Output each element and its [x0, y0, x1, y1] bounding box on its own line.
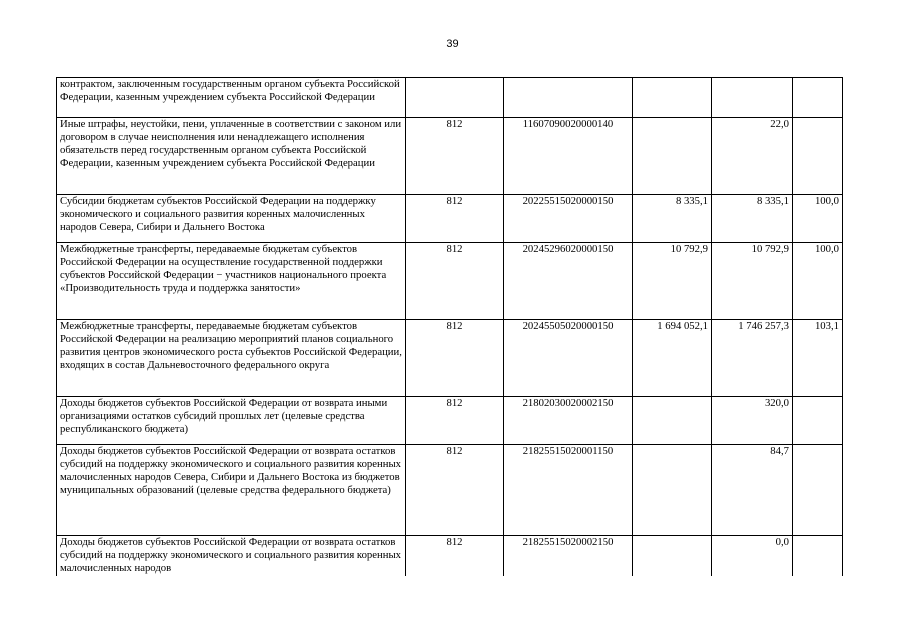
executed-amount-cell: 0,0	[712, 536, 793, 576]
executed-amount-cell: 10 792,9	[712, 243, 793, 320]
row-name-cell: Доходы бюджетов субъектов Российской Федерации от возврата остатков субсидий на поддержку экономического и социального развития коренных малочисленных народов	[57, 536, 406, 576]
row-name-cell: Субсидии бюджетам субъектов Российской Федерации на поддержку экономического и социального развития коренных малочисленных народов Севера, Сибири и Дальнего Востока	[57, 195, 406, 243]
budget-code-cell: 21825515020002150	[504, 536, 633, 576]
revenue-table-body	[57, 78, 843, 576]
table-row	[57, 243, 843, 320]
planned-amount-cell: 8 335,1	[633, 195, 712, 243]
planned-amount-cell	[633, 536, 712, 576]
admin-code-cell	[406, 78, 504, 118]
executed-amount-cell	[712, 78, 793, 118]
planned-amount-cell	[633, 445, 712, 536]
table-row	[57, 195, 843, 243]
executed-amount-cell: 84,7	[712, 445, 793, 536]
executed-amount-cell: 1 746 257,3	[712, 320, 793, 397]
budget-code-cell: 20245505020000150	[504, 320, 633, 397]
execution-percent-cell: 100,0	[793, 195, 843, 243]
execution-percent-cell	[793, 78, 843, 118]
row-name-cell: Доходы бюджетов субъектов Российской Федерации от возврата иными организациями остатков субсидий прошлых лет (целевые средства республиканского бюджета)	[57, 397, 406, 445]
execution-percent-cell	[793, 397, 843, 445]
planned-amount-cell	[633, 78, 712, 118]
row-name-cell: Межбюджетные трансферты, передаваемые бюджетам субъектов Российской Федерации на реализацию мероприятий планов социального развития центров экономического роста субъектов Российской Федерации, входящих в состав Дальневосточного федерального округа	[57, 320, 406, 397]
execution-percent-cell	[793, 536, 843, 576]
planned-amount-cell	[633, 118, 712, 195]
execution-percent-cell: 100,0	[793, 243, 843, 320]
revenue-table	[56, 77, 843, 576]
planned-amount-cell: 1 694 052,1	[633, 320, 712, 397]
admin-code-cell: 812	[406, 397, 504, 445]
admin-code-cell: 812	[406, 320, 504, 397]
executed-amount-cell: 8 335,1	[712, 195, 793, 243]
table-row	[57, 397, 843, 445]
admin-code-cell: 812	[406, 445, 504, 536]
row-name-cell: Иные штрафы, неустойки, пени, уплаченные в соответствии с законом или договором в случае неисполнения или ненадлежащего исполнения обязательств перед государственным органом субъекта Российской Федерации, казенным учреждением субъекта Российской Федерации	[57, 118, 406, 195]
table-row	[57, 445, 843, 536]
budget-code-cell: 20225515020000150	[504, 195, 633, 243]
page-number: 39	[446, 38, 459, 50]
table-row	[57, 78, 843, 118]
execution-percent-cell	[793, 445, 843, 536]
budget-code-cell: 11607090020000140	[504, 118, 633, 195]
row-name-cell: Доходы бюджетов субъектов Российской Федерации от возврата остатков субсидий на поддержку экономического и социального развития коренных малочисленных народов Севера, Сибири и Дальнего Востока из бюджетов муниципальных образований (целевые средства федерального бюджета)	[57, 445, 406, 536]
budget-code-cell	[504, 78, 633, 118]
table-row	[57, 536, 843, 576]
execution-percent-cell: 103,1	[793, 320, 843, 397]
admin-code-cell: 812	[406, 195, 504, 243]
row-name-cell: Межбюджетные трансферты, передаваемые бюджетам субъектов Российской Федерации на осуществление государственной поддержки субъектов Российской Федерации − участников национального проекта «Производительность труда и поддержка занятости»	[57, 243, 406, 320]
table-row	[57, 320, 843, 397]
execution-percent-cell	[793, 118, 843, 195]
budget-code-cell: 21802030020002150	[504, 397, 633, 445]
admin-code-cell: 812	[406, 243, 504, 320]
executed-amount-cell: 22,0	[712, 118, 793, 195]
executed-amount-cell: 320,0	[712, 397, 793, 445]
admin-code-cell: 812	[406, 536, 504, 576]
planned-amount-cell	[633, 397, 712, 445]
budget-code-cell: 20245296020000150	[504, 243, 633, 320]
planned-amount-cell: 10 792,9	[633, 243, 712, 320]
budget-code-cell: 21825515020001150	[504, 445, 633, 536]
row-name-cell: контрактом, заключенным государственным органом субъекта Российской Федерации, казенным учреждением субъекта Российской Федерации	[57, 78, 406, 118]
table-row	[57, 118, 843, 195]
admin-code-cell: 812	[406, 118, 504, 195]
